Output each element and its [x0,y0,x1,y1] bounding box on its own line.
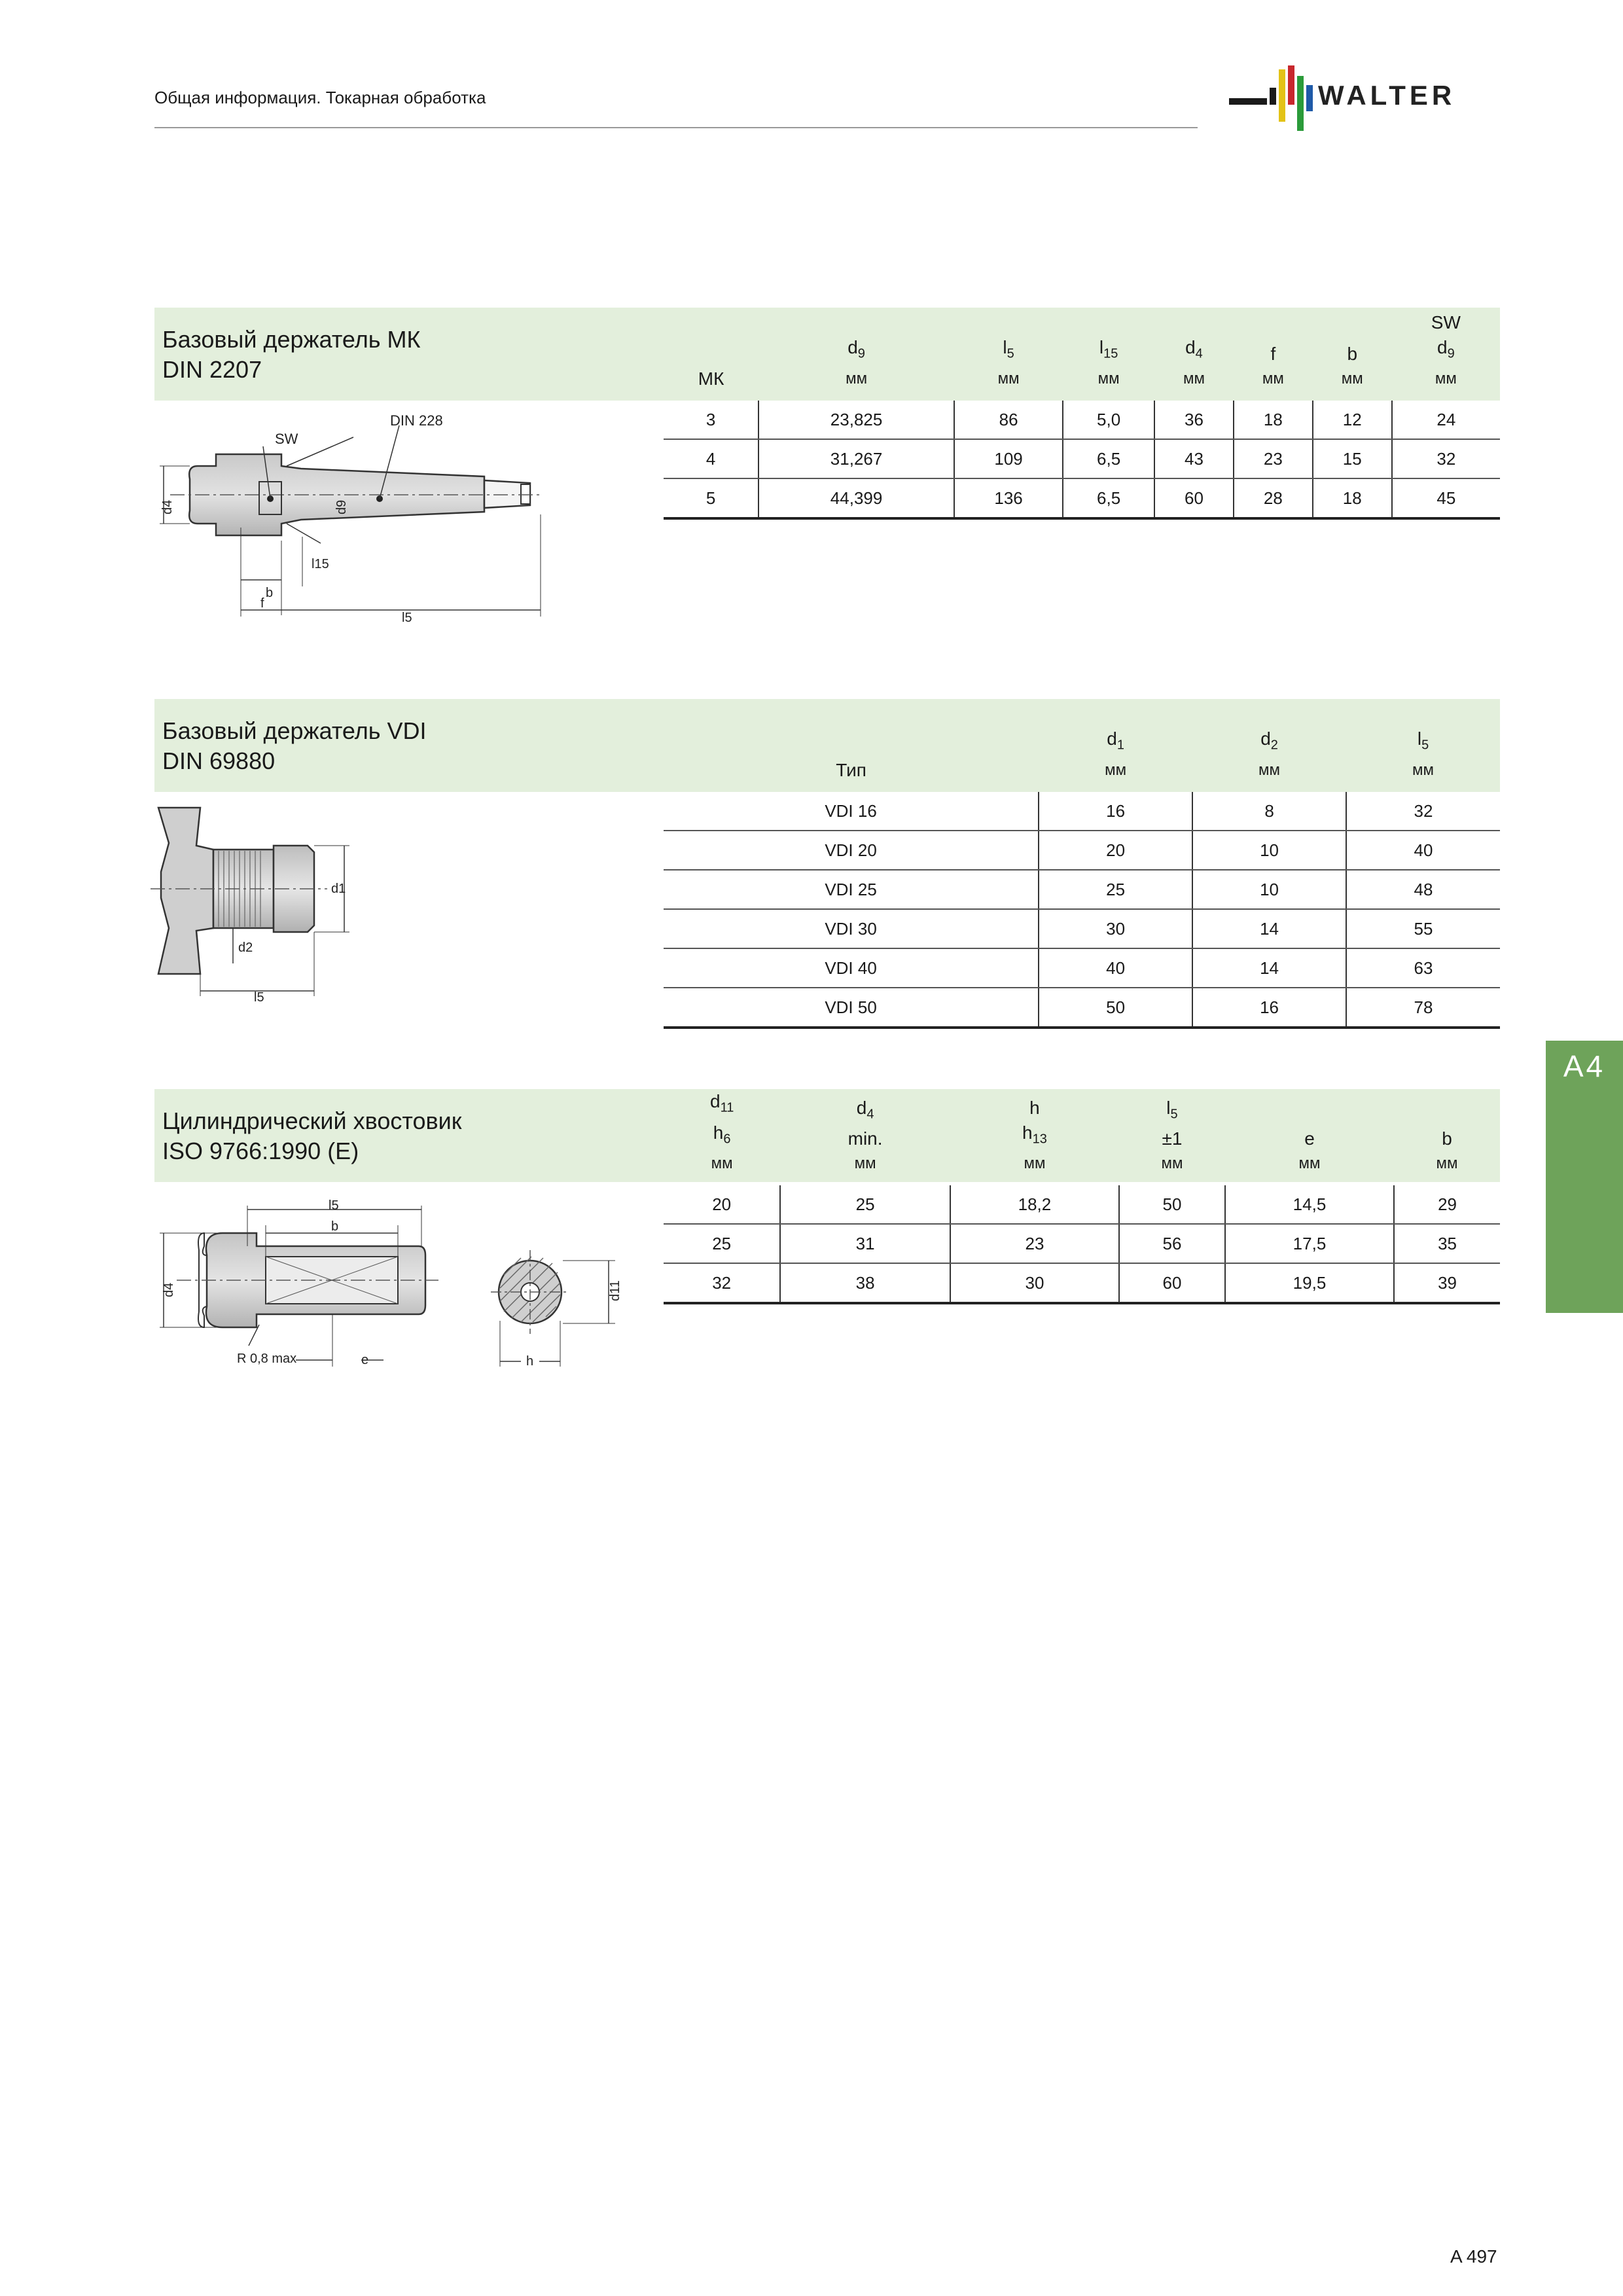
table-cell: 25 [780,1185,950,1224]
table-cell: 28 [1234,478,1313,518]
section-shank-title: Цилиндрический хвостовик ISO 9766:1990 (E) [162,1107,462,1164]
table-cell: 5 [664,478,758,518]
table-cell: 40 [1346,831,1500,870]
table-cell: 32 [1392,439,1500,478]
table-row [664,831,1500,870]
walter-logo [1226,62,1501,131]
column-header: f мм [1262,344,1284,387]
table-row [664,478,1500,518]
table-cell: 60 [1154,478,1234,518]
table-cell: VDI 50 [664,988,1039,1028]
table-cell: 40 [1039,948,1192,988]
table-cell: VDI 30 [664,909,1039,948]
column-header: МК [698,368,724,389]
table-cell: 6,5 [1063,439,1154,478]
table-row [664,401,1500,439]
table-cell: 109 [954,439,1063,478]
table-cell: 55 [1346,909,1500,948]
table-row [664,948,1500,988]
table-cell: 30 [950,1263,1119,1303]
table-cell: 35 [1394,1224,1500,1263]
table-cell: 56 [1119,1224,1225,1263]
label-l5: l5 [402,611,412,625]
table-cell: 18 [1234,401,1313,439]
table-mk [664,308,1500,520]
column-header: $d_2$ мм [1258,728,1281,779]
table-cell: 63 [1346,948,1500,988]
label-d2: d2 [238,941,253,955]
table-cell: 43 [1154,439,1234,478]
table-cell: VDI 20 [664,831,1039,870]
table-cell: 23 [1234,439,1313,478]
table-cell: 39 [1394,1263,1500,1303]
column-header: h $h_{13}$ мм [1022,1097,1047,1173]
table-cell: 36 [1154,401,1234,439]
label-b-shank: b [331,1219,339,1234]
table-cell: VDI 25 [664,870,1039,909]
label-d11: d11 [608,1280,622,1301]
table-cell: 8 [1192,792,1346,831]
table-cell: 4 [664,439,758,478]
table-row [664,909,1500,948]
table-cell: 45 [1392,478,1500,518]
column-header: $l_{15}$ мм [1097,337,1120,387]
page-number: A 497 [1450,2246,1497,2267]
table-cell: 12 [1313,401,1392,439]
table-row [664,439,1500,478]
column-header: $d_4$ мм [1183,337,1205,387]
table-cell: 15 [1313,439,1392,478]
table-cell: 20 [1039,831,1192,870]
table-row [664,1185,1500,1224]
column-header: $d_1$ мм [1105,728,1127,779]
table-cell: 17,5 [1225,1224,1394,1263]
section-vdi-title: Базовый держатель VDI DIN 69880 [162,717,427,774]
chapter-tab: A4 [1546,1041,1623,1313]
column-header: b мм [1341,344,1363,387]
label-l5-shank: l5 [329,1198,339,1213]
table-cell: 19,5 [1225,1263,1394,1303]
table-shank [664,1089,1500,1304]
table-cell: 16 [1192,988,1346,1028]
label-d1: d1 [331,882,346,896]
table-cell: 50 [1039,988,1192,1028]
table-cell: 60 [1119,1263,1225,1303]
table-row [664,792,1500,831]
column-header: $d_4$ min. мм [847,1097,883,1173]
label-d4-shank: d4 [162,1282,176,1297]
label-e: e [361,1353,369,1367]
table-row [664,1224,1500,1263]
table-cell: 14 [1192,909,1346,948]
label-b: b [266,586,274,600]
label-sw: SW [275,431,298,447]
table-cell: 16 [1039,792,1192,831]
table-cell: 23 [950,1224,1119,1263]
label-d9: d9 [334,499,349,514]
drawing-vdi-holder [151,800,386,1009]
label-l15: l15 [312,557,329,571]
table-cell: 5,0 [1063,401,1154,439]
table-cell: 86 [954,401,1063,439]
table-cell: 31,267 [758,439,954,478]
column-header: b мм [1436,1128,1458,1173]
table-cell: 31 [780,1224,950,1263]
brand-text: WALTER [1318,80,1456,111]
table-cell: 10 [1192,831,1346,870]
table-cell: 10 [1192,870,1346,909]
drawing-cylindrical-shank [151,1190,648,1373]
table-cell: VDI 40 [664,948,1039,988]
label-radius: R 0,8 max [237,1352,297,1366]
table-cell: 14,5 [1225,1185,1394,1224]
column-header: $d_{11}$ $h_6$ мм [709,1091,734,1173]
table-cell: 38 [780,1263,950,1303]
table-cell: 32 [1346,792,1500,831]
column-header: $l_5$ мм [997,337,1020,387]
label-din228: DIN 228 [390,412,443,429]
table-cell: 29 [1394,1185,1500,1224]
table-cell: 32 [664,1263,780,1303]
column-header: Тип [836,760,866,780]
table-cell: 3 [664,401,758,439]
table-cell: 48 [1346,870,1500,909]
table-cell: 25 [1039,870,1192,909]
column-header: $l_5$ ±1 мм [1161,1097,1183,1173]
column-header: SW $d_9$ мм [1431,312,1461,387]
drawing-mk-holder [151,403,556,626]
table-cell: 6,5 [1063,478,1154,518]
table-cell: 14 [1192,948,1346,988]
label-h: h [526,1354,534,1369]
header-rule [154,127,1198,128]
table-cell: 20 [664,1185,780,1224]
table-row [664,870,1500,909]
table-cell: 18 [1313,478,1392,518]
column-header: $l_5$ мм [1412,728,1434,779]
column-header: $d_9$ мм [846,337,868,387]
label-l5-vdi: l5 [254,990,264,1005]
table-cell: 50 [1119,1185,1225,1224]
table-vdi [664,699,1500,1029]
page-header-title: Общая информация. Токарная обработка [154,88,486,107]
table-cell: 44,399 [758,478,954,518]
table-row [664,1263,1500,1303]
section-mk-title: Базовый держатель МК DIN 2207 [162,326,421,383]
table-row [664,988,1500,1028]
table-cell: 24 [1392,401,1500,439]
table-cell: VDI 16 [664,792,1039,831]
label-d4: d4 [160,499,175,514]
table-cell: 18,2 [950,1185,1119,1224]
table-cell: 136 [954,478,1063,518]
table-cell: 78 [1346,988,1500,1028]
table-cell: 30 [1039,909,1192,948]
column-header: e мм [1298,1128,1321,1173]
table-cell: 25 [664,1224,780,1263]
table-cell: 23,825 [758,401,954,439]
label-f: f [260,596,264,611]
